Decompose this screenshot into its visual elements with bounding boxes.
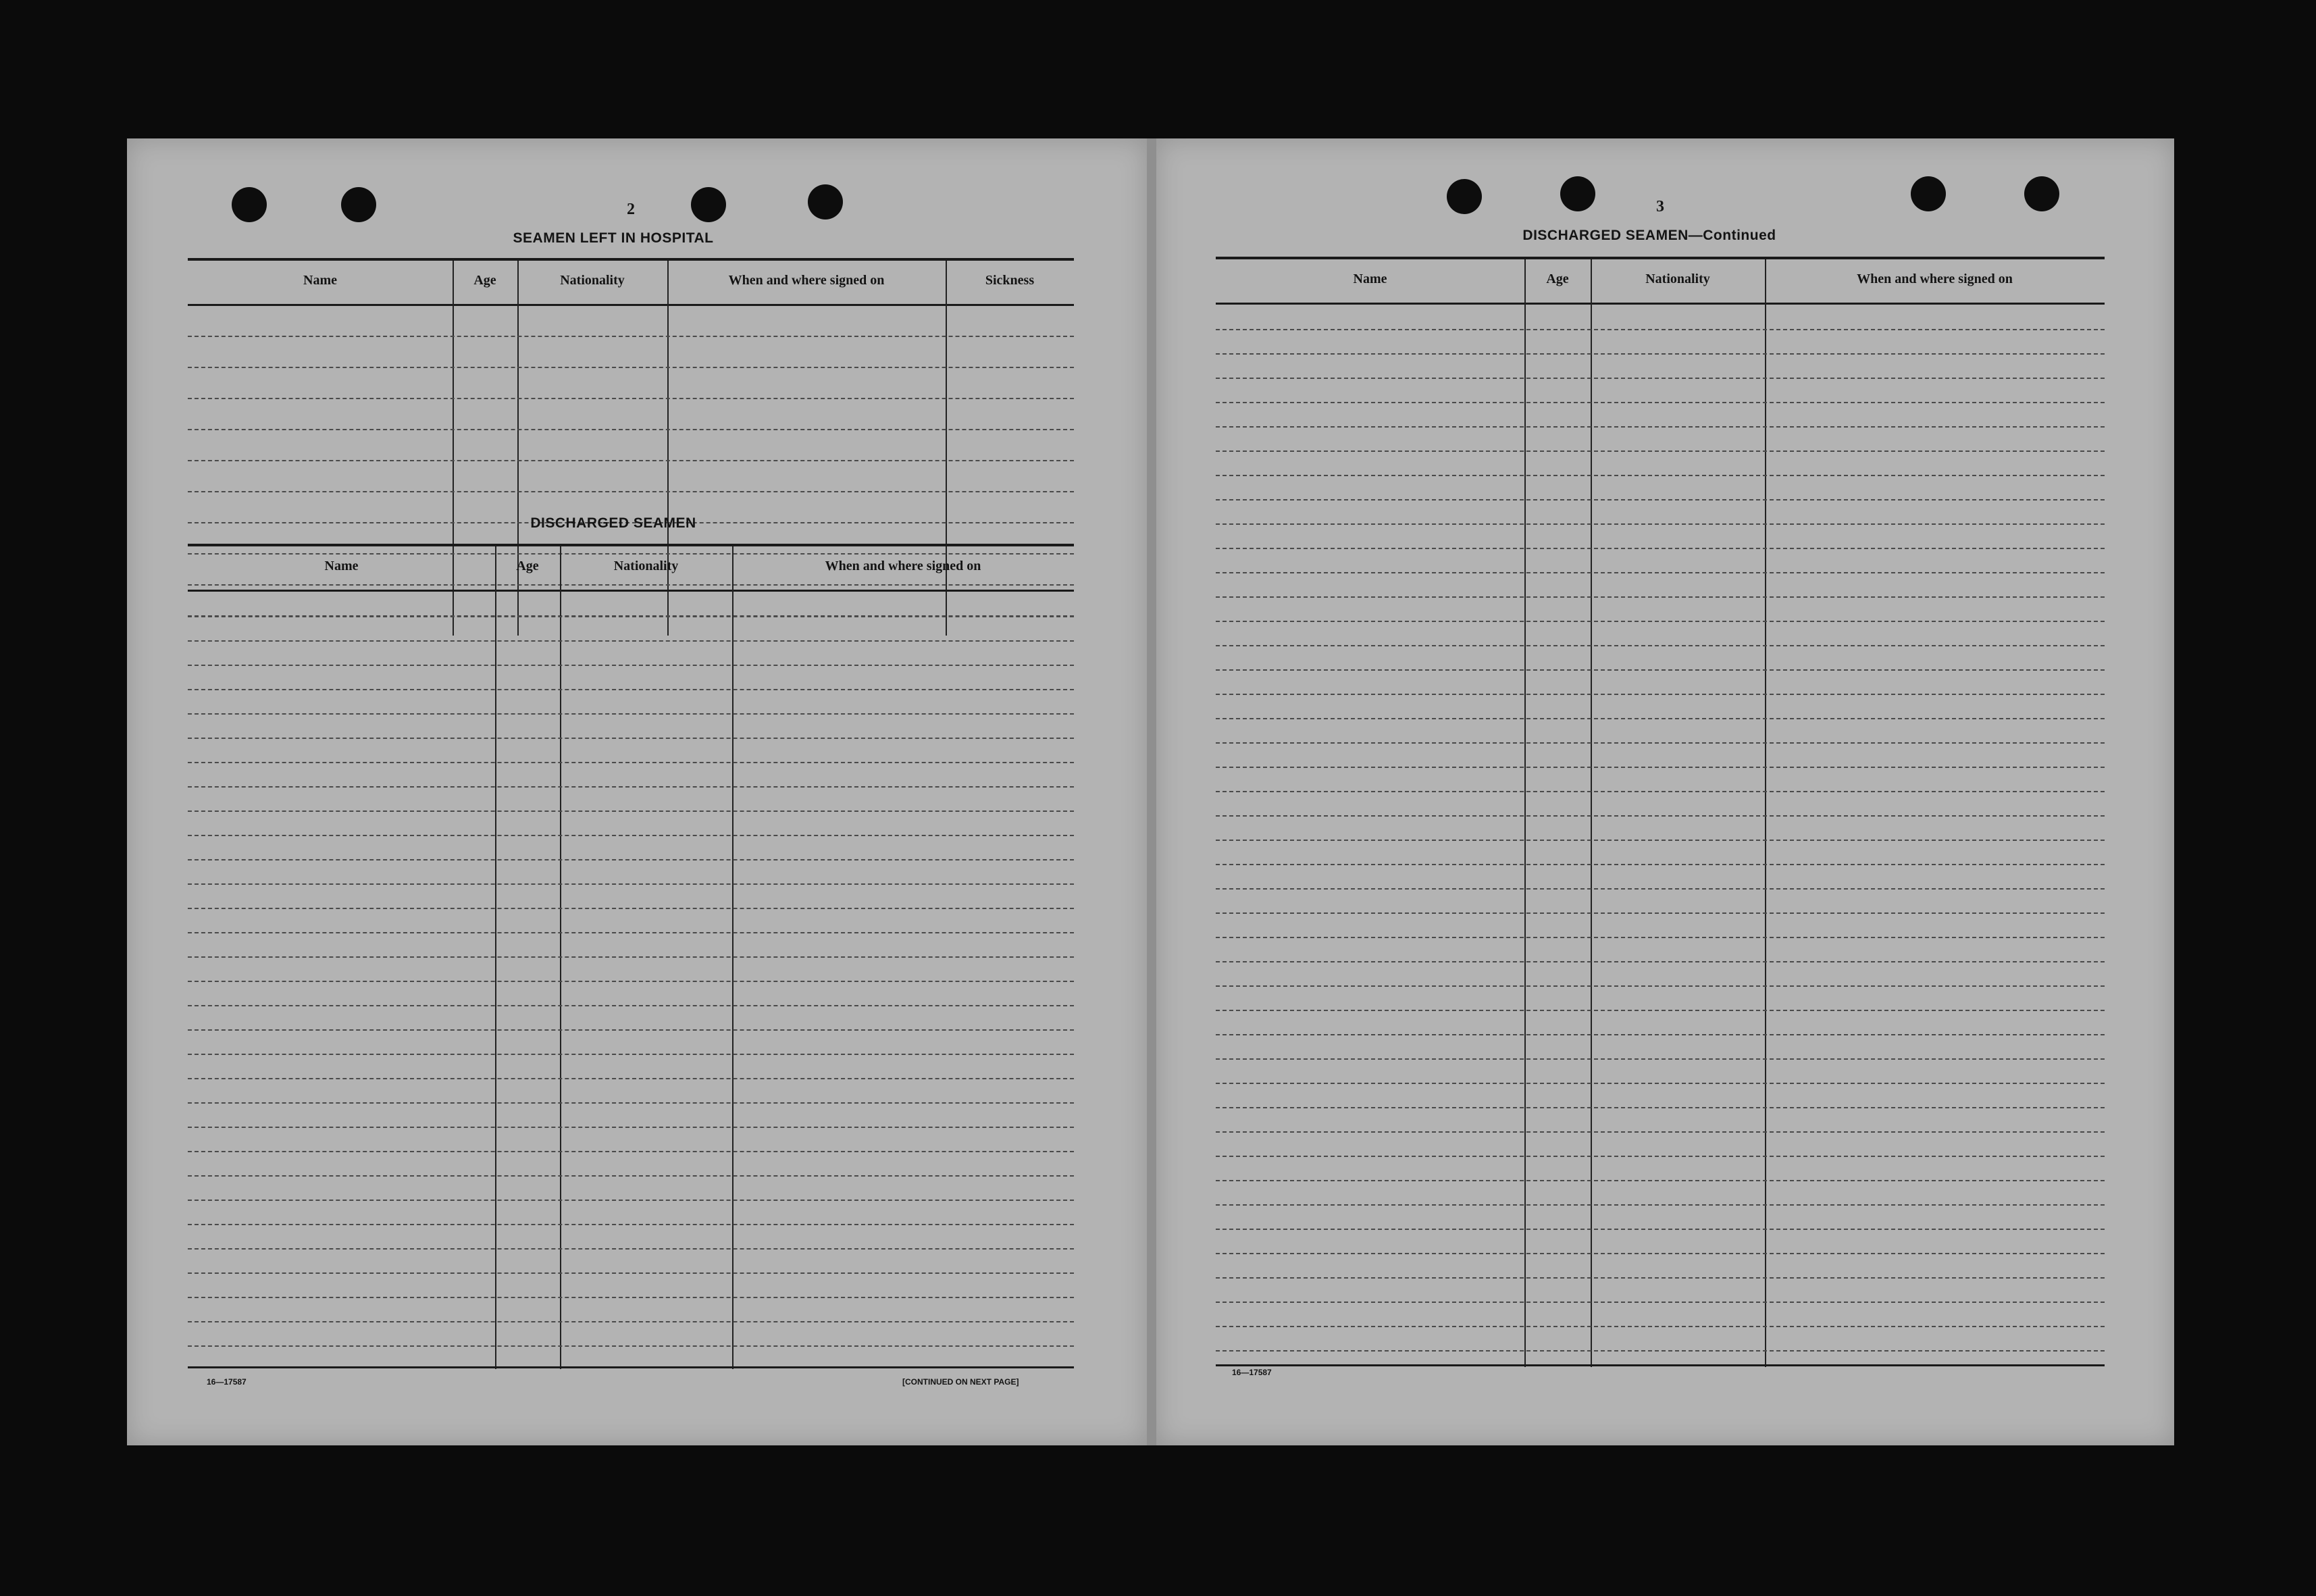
col-header-name: Name — [324, 559, 359, 573]
row-line — [188, 1200, 1074, 1201]
row-line — [188, 460, 1074, 461]
row-line — [1216, 1350, 2105, 1352]
col-header-name: Name — [1353, 272, 1387, 286]
discharged-section-title: DISCHARGED SEAMEN — [530, 515, 696, 531]
row-line — [1216, 1277, 2105, 1279]
col-header-sickness: Sickness — [985, 273, 1035, 288]
row-line — [188, 762, 1074, 763]
row-line — [188, 883, 1074, 885]
row-line — [1216, 499, 2105, 500]
row-line — [1216, 669, 2105, 671]
row-line — [1216, 1131, 2105, 1133]
row-line — [1216, 937, 2105, 938]
row-line — [1216, 572, 2105, 573]
column-divider — [1524, 259, 1526, 1367]
row-line — [1216, 1253, 2105, 1254]
row-line — [1216, 864, 2105, 865]
row-line — [188, 908, 1074, 909]
form-number: 16—17587 — [207, 1377, 247, 1387]
punch-hole-2 — [1560, 176, 1595, 211]
row-line — [1216, 767, 2105, 768]
row-line — [1216, 791, 2105, 792]
punch-hole-4 — [808, 184, 843, 220]
row-line — [188, 1151, 1074, 1152]
row-line — [1216, 1204, 2105, 1206]
row-line — [188, 1175, 1074, 1177]
row-line — [1216, 1326, 2105, 1327]
row-line — [188, 956, 1074, 958]
discharged-table — [188, 544, 1074, 1369]
row-line — [188, 429, 1074, 430]
row-line — [1216, 621, 2105, 622]
row-line — [188, 367, 1074, 368]
col-header-age: Age — [1546, 272, 1569, 286]
row-line — [188, 1102, 1074, 1104]
page-number: 3 — [1656, 198, 1664, 215]
form-number: 16—17587 — [1232, 1368, 1272, 1377]
row-line — [1216, 426, 2105, 428]
hospital-section-title: SEAMEN LEFT IN HOSPITAL — [513, 230, 714, 246]
row-line — [1216, 912, 2105, 914]
row-line — [188, 1248, 1074, 1250]
column-divider — [1765, 259, 1766, 1367]
row-line — [188, 1005, 1074, 1006]
col-header-age: Age — [473, 273, 496, 288]
row-line — [188, 491, 1074, 492]
row-line — [188, 810, 1074, 812]
row-line — [1216, 1034, 2105, 1035]
bottom-rule — [188, 1366, 1074, 1368]
hospital-table-header — [188, 261, 1074, 306]
row-line — [1216, 1156, 2105, 1157]
row-line — [188, 1272, 1074, 1274]
right-page — [1156, 138, 2174, 1445]
row-line — [1216, 985, 2105, 987]
row-line — [1216, 1083, 2105, 1084]
row-line — [188, 1078, 1074, 1079]
row-line — [188, 616, 1074, 617]
row-line — [188, 981, 1074, 982]
row-line — [188, 738, 1074, 739]
punch-hole-1 — [1447, 179, 1482, 214]
row-line — [1216, 353, 2105, 355]
row-line — [188, 336, 1074, 337]
discharged-table-header — [188, 546, 1074, 592]
row-line — [188, 1321, 1074, 1322]
row-line — [1216, 1107, 2105, 1108]
row-line — [1216, 451, 2105, 452]
col-header-signed-on: When and where signed on — [728, 273, 885, 288]
page-number: 2 — [627, 201, 635, 218]
row-line — [188, 1029, 1074, 1031]
column-divider — [495, 546, 496, 1369]
col-header-age: Age — [516, 559, 539, 573]
row-line — [188, 689, 1074, 690]
col-header-nationality: Nationality — [613, 559, 679, 573]
punch-hole-3 — [691, 187, 726, 222]
row-line — [188, 665, 1074, 666]
row-line — [188, 786, 1074, 788]
row-line — [1216, 1229, 2105, 1230]
row-line — [188, 1345, 1074, 1347]
row-line — [188, 1224, 1074, 1225]
col-header-signed-on: When and where signed on — [1857, 272, 2013, 286]
column-divider — [732, 546, 734, 1369]
punch-hole-1 — [232, 187, 267, 222]
row-line — [1216, 523, 2105, 525]
row-line — [1216, 402, 2105, 403]
row-line — [1216, 888, 2105, 890]
row-line — [188, 1054, 1074, 1055]
punch-hole-3 — [1911, 176, 1946, 211]
row-line — [1216, 1180, 2105, 1181]
row-line — [1216, 378, 2105, 379]
col-header-name: Name — [303, 273, 337, 288]
discharged-continued-title: DISCHARGED SEAMEN—Continued — [1522, 228, 1776, 243]
row-line — [1216, 645, 2105, 646]
row-line — [1216, 694, 2105, 695]
row-line — [1216, 1302, 2105, 1303]
punch-hole-2 — [341, 187, 376, 222]
col-header-nationality: Nationality — [560, 273, 625, 288]
col-header-signed-on: When and where signed on — [825, 559, 981, 573]
row-line — [1216, 815, 2105, 817]
row-line — [1216, 1010, 2105, 1011]
row-line — [1216, 961, 2105, 962]
discharged-continued-table-header — [1216, 259, 2105, 305]
row-line — [1216, 840, 2105, 841]
row-line — [1216, 596, 2105, 598]
bottom-rule — [1216, 1364, 2105, 1366]
punch-hole-4 — [2024, 176, 2059, 211]
row-line — [188, 1297, 1074, 1298]
left-page — [127, 138, 1147, 1445]
row-line — [188, 932, 1074, 933]
continued-note: [CONTINUED ON NEXT PAGE] — [902, 1377, 1019, 1387]
row-line — [188, 859, 1074, 860]
page-gutter — [1147, 138, 1156, 1445]
row-line — [188, 398, 1074, 399]
row-line — [1216, 742, 2105, 744]
row-line — [1216, 329, 2105, 330]
column-divider — [560, 546, 561, 1369]
row-line — [188, 713, 1074, 715]
col-header-nationality: Nationality — [1645, 272, 1710, 286]
row-line — [188, 835, 1074, 836]
column-divider — [1591, 259, 1592, 1367]
row-line — [1216, 718, 2105, 719]
row-line — [188, 640, 1074, 642]
row-line — [1216, 1058, 2105, 1060]
discharged-continued-table — [1216, 257, 2105, 1367]
row-line — [188, 1127, 1074, 1128]
row-line — [1216, 548, 2105, 549]
row-line — [1216, 475, 2105, 476]
